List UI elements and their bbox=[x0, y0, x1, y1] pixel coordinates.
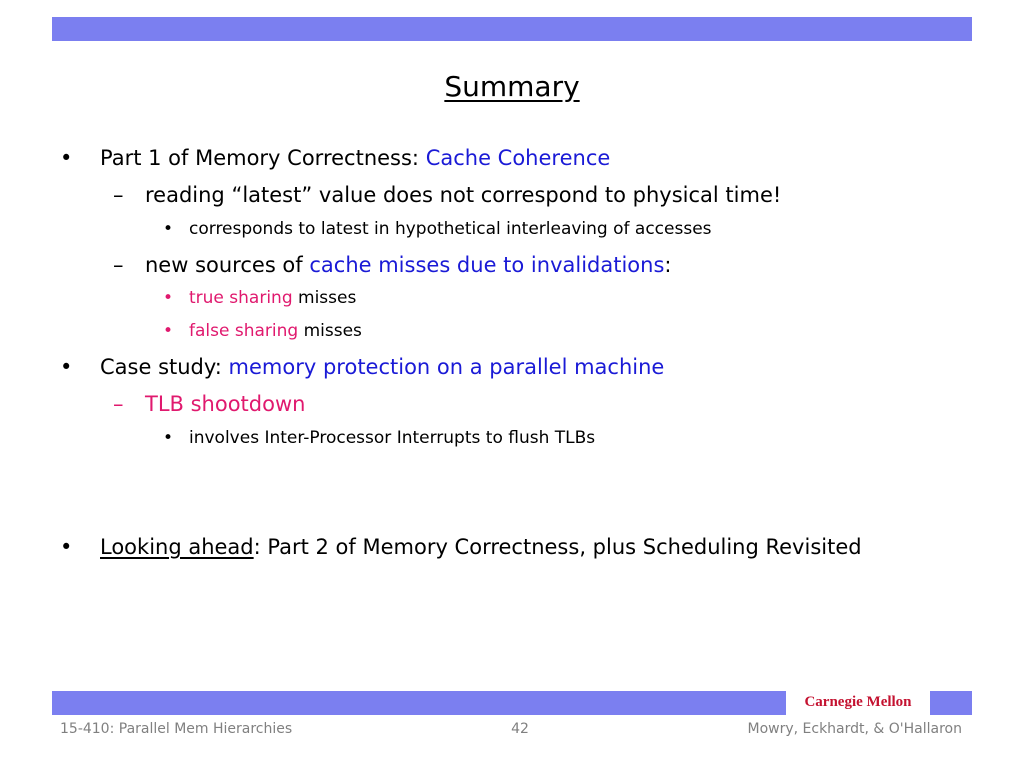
highlight-text: TLB shootdown bbox=[145, 392, 306, 416]
highlight-text: true sharing bbox=[189, 288, 293, 308]
subsubbullet-ipi bbox=[189, 428, 595, 448]
footer-bar-right bbox=[930, 691, 972, 715]
dash-marker: – bbox=[113, 392, 124, 416]
bullet-marker: • bbox=[60, 146, 73, 170]
bullet-text: corresponds to latest in hypothetical interleaving of accesses bbox=[189, 219, 712, 239]
bullet-text: : Part 2 of Memory Correctness, plus Scheduling Revisited bbox=[253, 535, 862, 559]
footer-authors: Mowry, Eckhardt, & O'Hallaron bbox=[747, 721, 962, 737]
bullet-text: new sources of bbox=[145, 253, 310, 277]
bullet-text: Case study: bbox=[100, 355, 229, 379]
subsubbullet-false-sharing bbox=[189, 321, 362, 341]
footer-course: 15-410: Parallel Mem Hierarchies bbox=[60, 721, 293, 737]
bullet-marker: • bbox=[163, 428, 174, 448]
bullet-marker: • bbox=[60, 355, 73, 379]
bullet-looking-ahead bbox=[100, 535, 862, 559]
dash-marker: – bbox=[113, 253, 124, 277]
bullet-text: reading “latest” value does not correspond to physical time! bbox=[145, 183, 782, 207]
page-number: 42 bbox=[511, 721, 529, 737]
carnegie-mellon-logo: Carnegie Mellon bbox=[804, 694, 912, 710]
highlight-text: false sharing bbox=[189, 321, 299, 341]
subbullet-tlb-shootdown bbox=[145, 392, 305, 416]
highlight-text: memory protection on a parallel machine bbox=[228, 355, 665, 379]
subbullet-new-sources bbox=[145, 253, 671, 277]
underlined-text: Looking ahead bbox=[100, 535, 254, 559]
bullet-marker: • bbox=[163, 288, 174, 308]
bullet-text: misses bbox=[292, 288, 357, 308]
bullet-text: involves Inter-Processor Interrupts to flush TLBs bbox=[189, 428, 596, 448]
bullet-marker: • bbox=[163, 321, 174, 341]
bullet-marker: • bbox=[60, 535, 73, 559]
subsubbullet-interleaving bbox=[189, 219, 712, 239]
highlight-text: cache misses due to invalidations bbox=[309, 253, 665, 277]
bullet-text: misses bbox=[298, 321, 362, 341]
dash-marker: – bbox=[113, 183, 124, 207]
bullet-text: Part 1 of Memory Correctness: bbox=[100, 146, 426, 170]
bullet-text: : bbox=[664, 253, 672, 277]
bullet-marker: • bbox=[163, 219, 174, 239]
subbullet-physical-time bbox=[145, 183, 781, 207]
bullet-cache-coherence bbox=[100, 146, 610, 170]
bullet-case-study bbox=[100, 355, 664, 379]
subsubbullet-true-sharing bbox=[189, 288, 356, 308]
header-bar bbox=[52, 17, 972, 41]
footer-bar bbox=[52, 691, 786, 715]
highlight-text: Cache Coherence bbox=[425, 146, 611, 170]
slide-title: Summary bbox=[444, 70, 580, 103]
